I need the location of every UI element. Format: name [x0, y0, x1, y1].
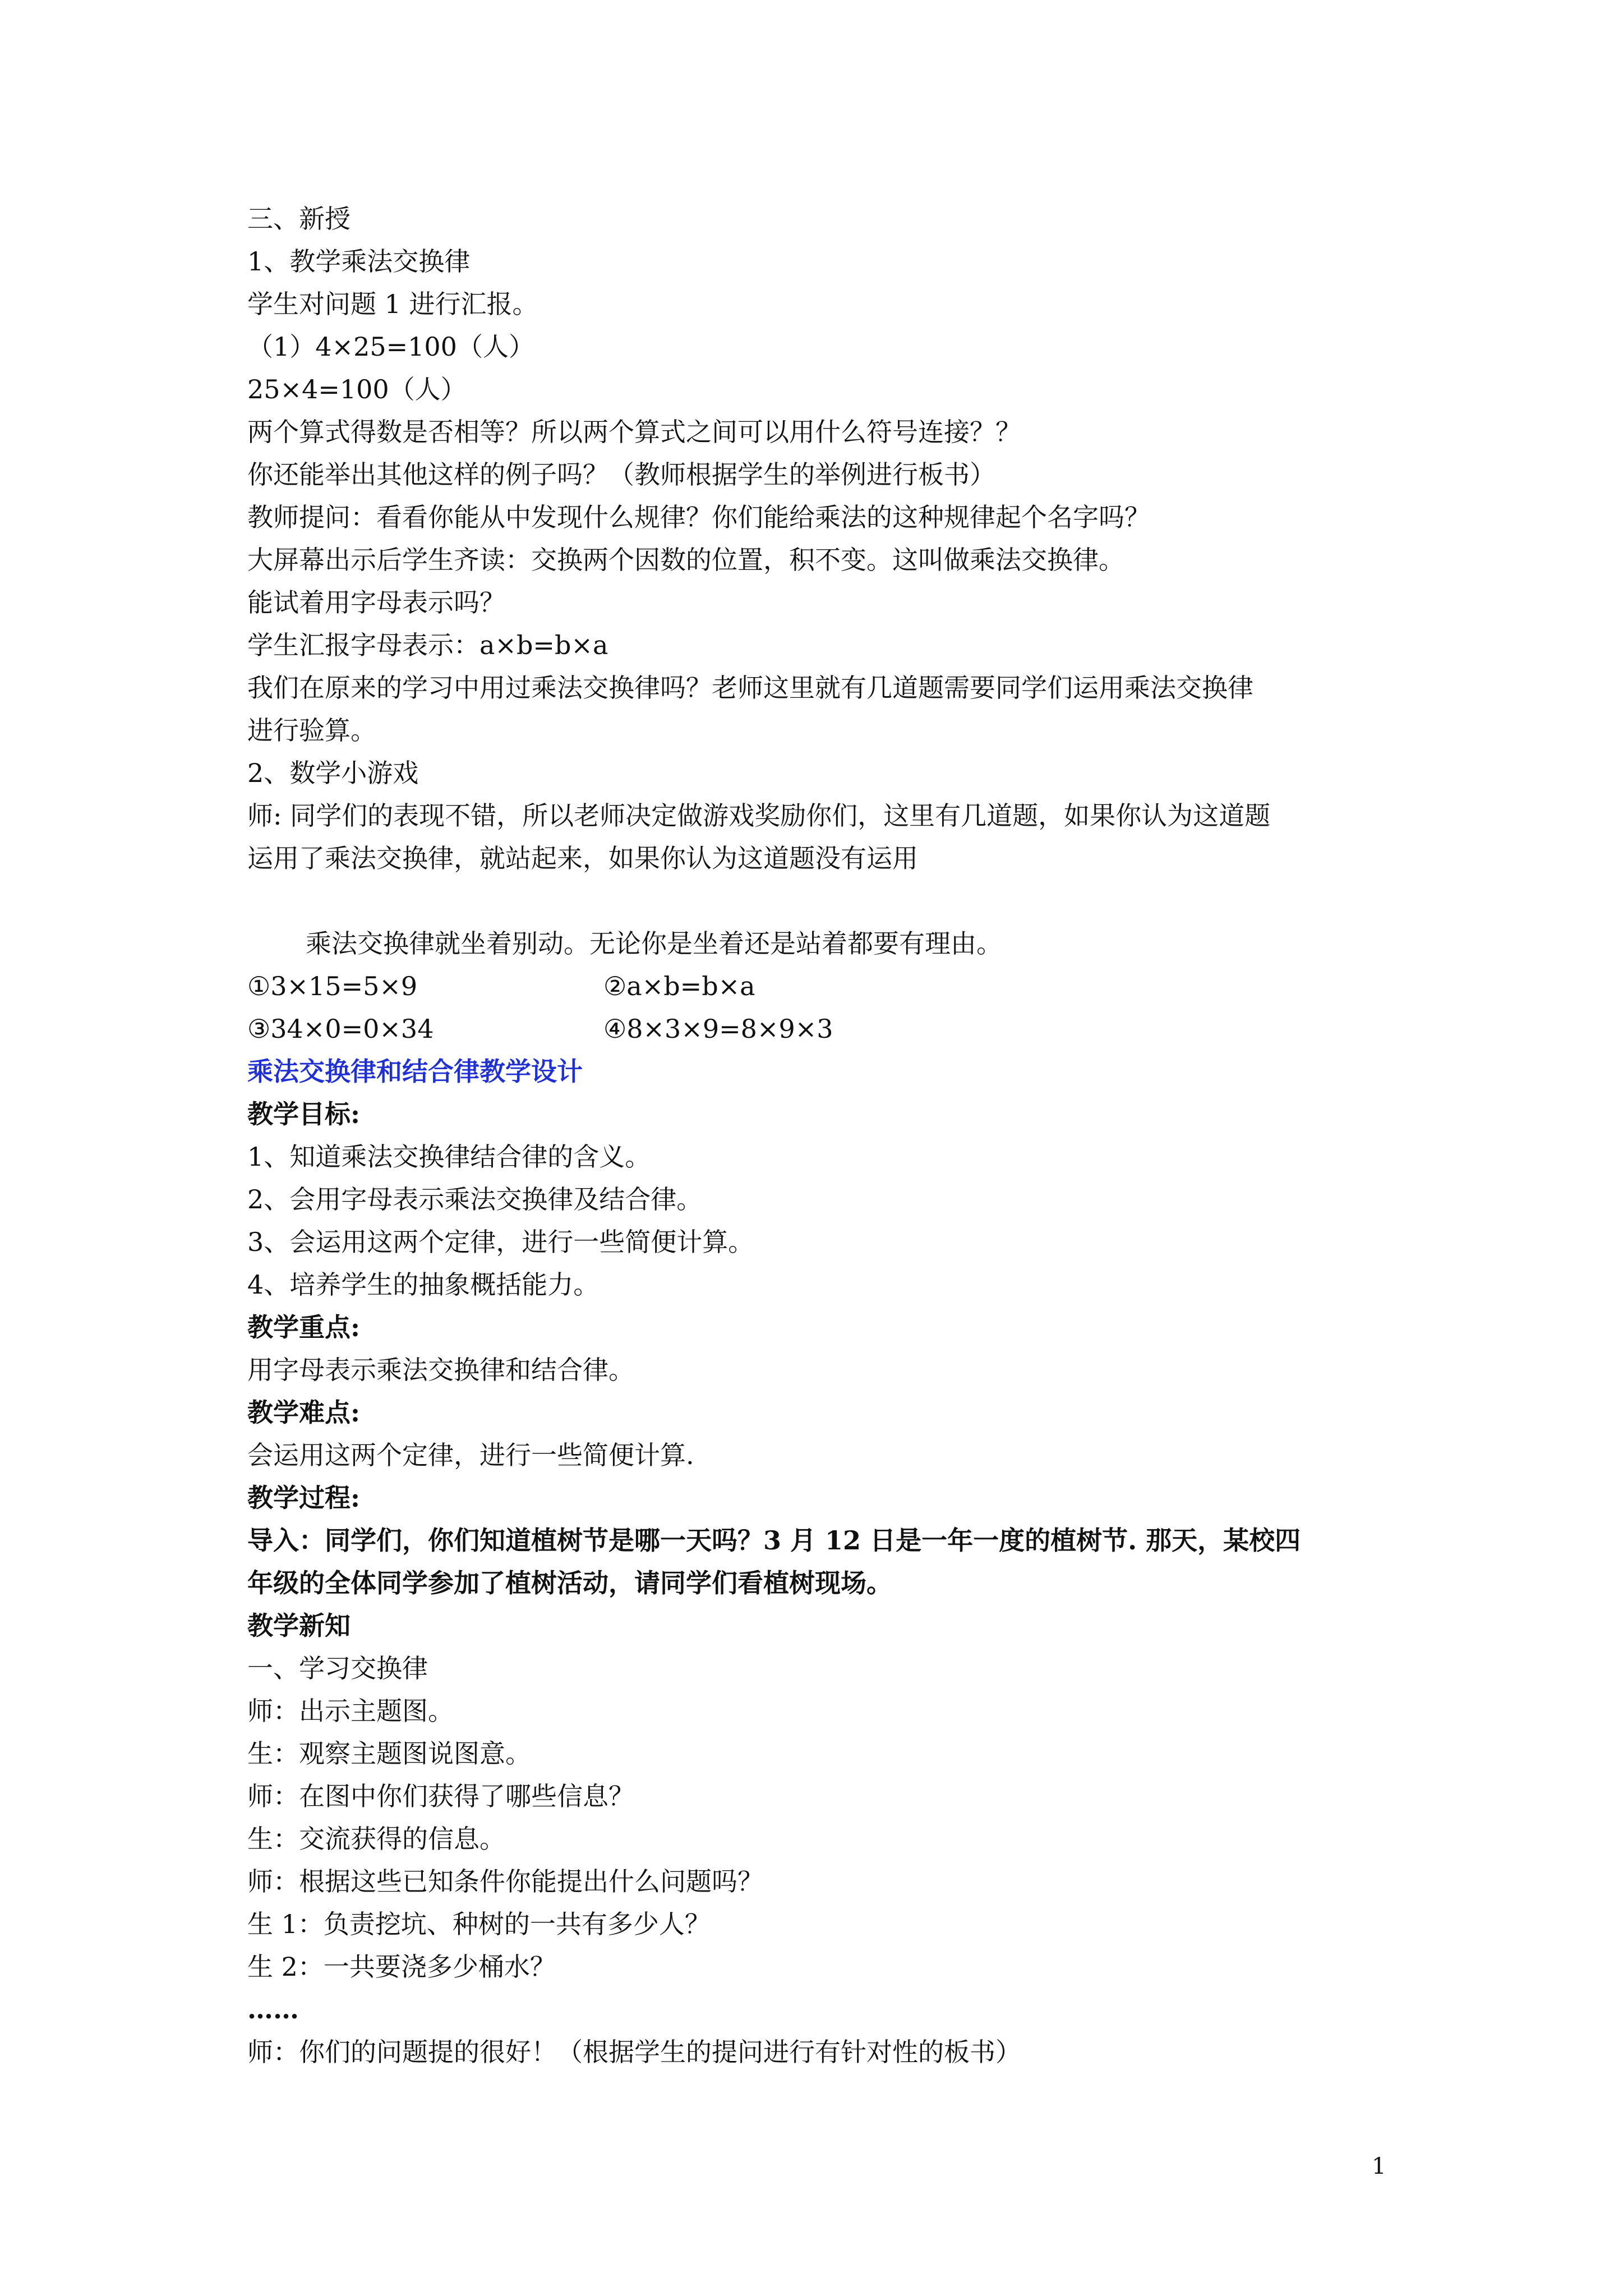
- step-line: 一、学习交换律: [247, 1653, 428, 1683]
- process-heading: 教学过程:: [247, 1483, 360, 1513]
- page-number: 1: [1372, 2154, 1386, 2179]
- goal-item: 2、会用字母表示乘法交换律及结合律。: [247, 1184, 703, 1214]
- text-line: 两个算式得数是否相等？所以两个算式之间可以用什么符号连接？？: [247, 417, 1021, 447]
- text-line: 教师提问：看看你能从中发现什么规律？你们能给乘法的这种规律起个名字吗？: [247, 502, 1150, 532]
- key-heading: 教学重点:: [247, 1312, 360, 1342]
- text-line: （1）4×25=100（人）: [247, 332, 534, 362]
- exercise-item: ④8×3×9=8×9×3: [603, 1014, 833, 1044]
- key-text: 用字母表示乘法交换律和结合律。: [247, 1355, 634, 1385]
- step-line: 生 2：一共要浇多少桶水？: [247, 1952, 556, 1982]
- blank-line: [247, 880, 1391, 922]
- text-line: 学生汇报字母表示：a×b=b×a: [247, 630, 608, 660]
- difficult-text: 会运用这两个定律，进行一些简便计算.: [247, 1440, 694, 1470]
- step-line: 师：根据这些已知条件你能提出什么问题吗？: [247, 1866, 763, 1897]
- step-line: 生：交流获得的信息。: [247, 1824, 505, 1854]
- step-line: 师：在图中你们获得了哪些信息？: [247, 1781, 634, 1811]
- text-line: 乘法交换律就坐着别动。无论你是坐着还是站着都要有理由。: [306, 928, 1002, 959]
- text-line: 能试着用字母表示吗？: [247, 587, 505, 618]
- text-line: 25×4=100（人）: [247, 374, 467, 404]
- text-line: 大屏幕出示后学生齐读：交换两个因数的位置，积不变。这叫做乘法交换律。: [247, 545, 1124, 575]
- subsection-heading: 1、教学乘法交换律: [247, 246, 471, 277]
- new-knowledge-heading: 教学新知: [247, 1611, 351, 1641]
- goal-item: 3、会运用这两个定律，进行一些简便计算。: [247, 1227, 754, 1257]
- goals-heading: 教学目标:: [247, 1099, 360, 1129]
- page-content: [247, 197, 1391, 2073]
- text-line: 你还能举出其他这样的例子吗？（教师根据学生的举例进行板书）: [247, 459, 995, 490]
- section-heading: 三、新授: [247, 204, 351, 234]
- design-title: 乘法交换律和结合律教学设计: [247, 1056, 583, 1087]
- step-line: 生：观察主题图说图意。: [247, 1738, 531, 1769]
- text-line: 我们在原来的学习中用过乘法交换律吗？老师这里就有几道题需要同学们运用乘法交换律: [247, 673, 1253, 703]
- exercise-item: ③34×0=0×34: [247, 1014, 434, 1044]
- step-line: 师：你们的问题提的很好！（根据学生的提问进行有针对性的板书）: [247, 2037, 1021, 2067]
- intro-line: 年级的全体同学参加了植树活动，请同学们看植树现场。: [247, 1568, 892, 1598]
- text-line: 师: 同学们的表现不错，所以老师决定做游戏奖励你们，这里有几道题，如果你认为这道题: [247, 800, 1271, 831]
- goal-item: 4、培养学生的抽象概括能力。: [247, 1269, 600, 1300]
- exercise-item: ①3×15=5×9: [247, 971, 418, 1001]
- intro-line: 导入：同学们，你们知道植树节是哪一天吗？3 月 12 日是一年一度的植树节. 那天，某校四: [247, 1525, 1301, 1556]
- exercise-row: [247, 1007, 1391, 1050]
- text-line: 运用了乘法交换律，就站起来，如果你认为这道题没有运用: [247, 843, 918, 873]
- subsection-heading: 2、数学小游戏: [247, 758, 419, 788]
- step-line: 生 1：负责挖坑、种树的一共有多少人？: [247, 1909, 711, 1939]
- exercise-item: ②a×b=b×a: [603, 971, 755, 1001]
- text-line: 学生对问题 1 进行汇报。: [247, 289, 538, 319]
- step-line: 师：出示主题图。: [247, 1696, 454, 1726]
- goal-item: 1、知道乘法交换律结合律的含义。: [247, 1142, 651, 1172]
- difficult-heading: 教学难点:: [247, 1397, 360, 1428]
- text-line: 进行验算。: [247, 715, 376, 746]
- ellipsis: ……: [247, 1994, 299, 2024]
- exercise-row: [247, 965, 1391, 1007]
